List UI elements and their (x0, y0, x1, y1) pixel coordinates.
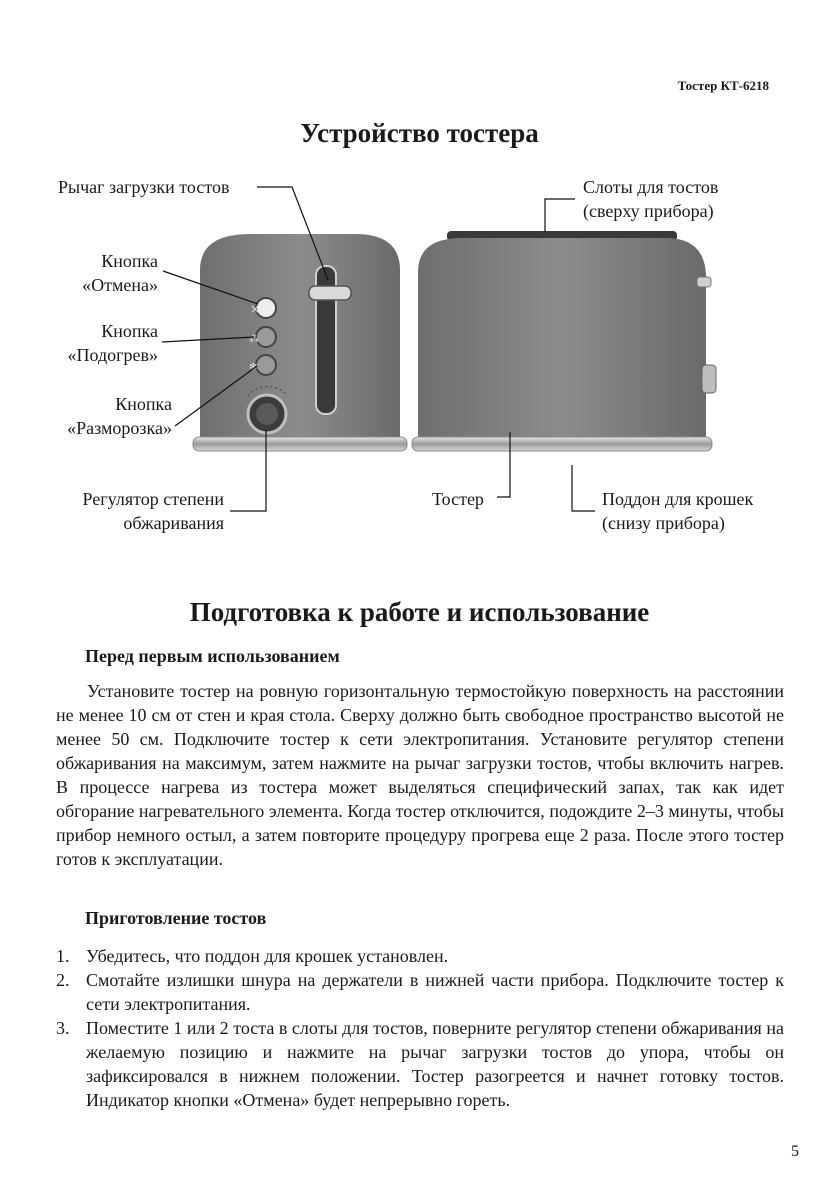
label-slots-line1: Слоты для тостов (583, 177, 719, 197)
label-cancel-button (40, 249, 158, 297)
label-cancel-line1: Кнопка (101, 251, 158, 271)
label-defrost-button (40, 392, 172, 440)
label-regulator (30, 487, 224, 535)
label-slots (583, 175, 718, 223)
defrost-symbol-icon: ✻ (249, 362, 258, 373)
cancel-symbol-icon: × (250, 302, 261, 316)
section-title-device: Устройство тостера (300, 118, 539, 148)
label-reheat-button (40, 319, 158, 367)
subheading-making-toast: Приготовление тостов (85, 908, 267, 928)
label-defrost-line1: Кнопка (115, 394, 172, 414)
label-reheat-line1: Кнопка (101, 321, 158, 341)
label-tray-line1: Поддон для крошек (602, 489, 754, 509)
list-item (56, 944, 784, 968)
steps-list (56, 944, 784, 1112)
toaster-side-image (412, 231, 716, 451)
section-title-preparation: Подготовка к работе и использование (189, 597, 650, 627)
label-regulator-line1: Регулятор степени (82, 489, 224, 509)
step-number: 1. (56, 946, 70, 966)
subheading-before-first-use: Перед первым использованием (85, 646, 340, 666)
list-item (56, 1016, 784, 1112)
label-defrost-line2: «Разморозка» (67, 418, 172, 438)
step-text: Поместите 1 или 2 тоста в слоты для тостов, поверните регулятор степени обжаривания на желаемую позицию и нажмите на рычаг загрузки тостов до упора, чтобы он зафиксировался в нижнем положении. Тостер разогреется и начнет готовку тостов. Индикатор кнопки «Отмена» будет непрерывно гореть. (86, 1018, 784, 1110)
label-regulator-line2: обжаривания (123, 513, 224, 533)
label-toaster: Тостер (432, 489, 484, 509)
list-item (56, 968, 784, 1016)
label-cancel-line2: «Отмена» (82, 275, 158, 295)
step-text: Смотайте излишки шнура на держатели в нижней части прибора. Подключите тостер к сети электропитания. (86, 970, 784, 1014)
reheat-symbol-icon: ⁂ (249, 334, 259, 345)
header-model: Тостер КТ-6218 (677, 78, 769, 93)
label-slots-line2: (сверху прибора) (583, 201, 714, 221)
step-number: 3. (56, 1018, 70, 1038)
label-crumb-tray (602, 487, 753, 535)
label-lever: Рычаг загрузки тостов (58, 177, 230, 197)
label-tray-line2: (снизу прибора) (602, 513, 725, 533)
page-number: 5 (791, 1143, 799, 1160)
toaster-front-image (193, 234, 407, 451)
paragraph-text: Установите тостер на ровную горизонтальную термостойкую поверхность на расстоянии не менее 10 см от стен и края стола. Сверху должно быть свободное пространство высотой не менее 50 см. Подключите тостер к сети электропитания. Установите регулятор степени обжаривания на максимум, затем нажмите на рычаг загрузки тостов, чтобы включить нагрев. В процессе нагрева из тостера может выделяться специфический запах, так как идет обгорание нагревательного элемента. Когда тостер отключится, подождите 2–3 минуты, чтобы прибор немного остыл, а затем повторите процедуру прогрева еще 2 раза. После этого тостер готов к эксплуатации. (56, 681, 784, 869)
step-text: Убедитесь, что поддон для крошек установлен. (86, 946, 449, 966)
label-reheat-line2: «Подогрев» (67, 345, 158, 365)
step-number: 2. (56, 970, 70, 990)
paragraph-before-first-use (56, 679, 784, 871)
